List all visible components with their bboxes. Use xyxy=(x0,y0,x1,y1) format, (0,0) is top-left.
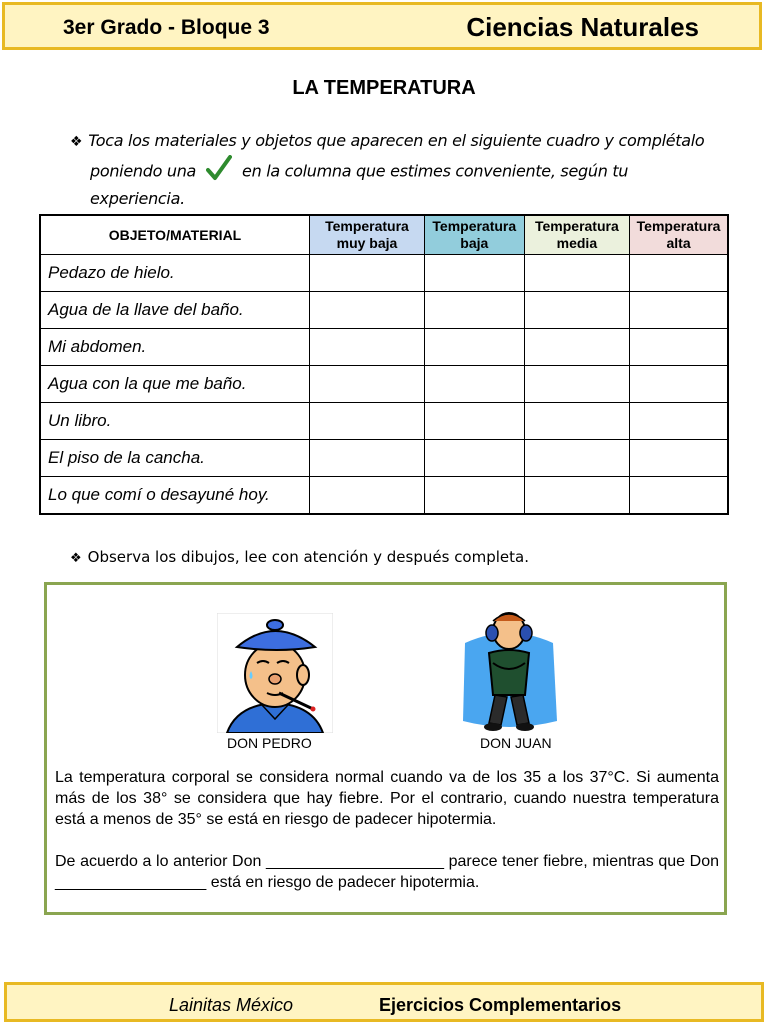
check-cell[interactable] xyxy=(424,255,524,292)
table-row xyxy=(40,477,728,515)
row-label: Un libro. xyxy=(40,403,310,440)
table-row xyxy=(40,329,728,366)
instruction-1-line1: Toca los materiales y objetos que aparecen en el siguiente cuadro y complétalo xyxy=(88,131,705,150)
footer-title: Ejercicios Complementarios xyxy=(379,995,622,1015)
check-cell[interactable] xyxy=(630,477,728,515)
checkmark-icon xyxy=(206,155,232,189)
check-cell[interactable] xyxy=(630,329,728,366)
row-label: Pedazo de hielo. xyxy=(40,255,310,292)
header-very-low: Temperatura muy baja xyxy=(310,215,425,255)
instruction-1-line3: experiencia. xyxy=(90,189,185,208)
check-cell[interactable] xyxy=(524,440,630,477)
table-header-row xyxy=(40,215,728,255)
check-cell[interactable] xyxy=(524,329,630,366)
check-cell[interactable] xyxy=(524,255,630,292)
bullet-icon: ❖ xyxy=(70,134,83,150)
table-row xyxy=(40,440,728,477)
check-cell[interactable] xyxy=(424,292,524,329)
caption-don-juan: DON JUAN xyxy=(480,735,552,751)
check-cell[interactable] xyxy=(524,366,630,403)
activity-box xyxy=(44,582,727,915)
check-cell[interactable] xyxy=(424,403,524,440)
temperature-table xyxy=(39,214,729,515)
table-row xyxy=(40,255,728,292)
header-medium: Temperatura media xyxy=(524,215,630,255)
row-label: Agua de la llave del baño. xyxy=(40,292,310,329)
check-cell[interactable] xyxy=(524,292,630,329)
check-cell[interactable] xyxy=(310,477,425,515)
fill-in-paragraph: De acuerdo a lo anterior Don ____________________ parece tener fiebre, mientras que Don _________________ está en riesgo de padecer hipotermia. xyxy=(55,853,719,891)
instruction-1-line2a: poniendo una xyxy=(90,161,197,181)
instruction-1 xyxy=(70,128,740,209)
check-cell[interactable] xyxy=(310,329,425,366)
footer-author: Lainitas México xyxy=(169,995,294,1015)
caption-don-pedro: DON PEDRO xyxy=(227,735,312,751)
check-cell[interactable] xyxy=(310,440,425,477)
check-cell[interactable] xyxy=(630,292,728,329)
header-low: Temperatura baja xyxy=(424,215,524,255)
header-object: OBJETO/MATERIAL xyxy=(40,215,310,255)
explanation-paragraph: La temperatura corporal se considera normal cuando va de los 35 a los 37°C. Si aumenta más de los 38° se considera que hay fiebre. Por el contrario, cuando nuestra temperatura está a menos de 35° se está en riesgo de padecer hipotermia. xyxy=(55,769,719,828)
header-high: Temperatura alta xyxy=(630,215,728,255)
check-cell[interactable] xyxy=(424,440,524,477)
table-row xyxy=(40,292,728,329)
sick-man-illustration xyxy=(217,613,333,733)
check-cell[interactable] xyxy=(424,477,524,515)
check-cell[interactable] xyxy=(310,255,425,292)
instruction-2 xyxy=(70,548,529,566)
check-cell[interactable] xyxy=(310,366,425,403)
header-bar xyxy=(2,2,762,50)
check-cell[interactable] xyxy=(630,366,728,403)
row-label: El piso de la cancha. xyxy=(40,440,310,477)
check-cell[interactable] xyxy=(524,477,630,515)
check-cell[interactable] xyxy=(424,329,524,366)
check-cell[interactable] xyxy=(424,366,524,403)
check-cell[interactable] xyxy=(630,403,728,440)
check-cell[interactable] xyxy=(524,403,630,440)
bullet-icon: ❖ xyxy=(70,551,82,566)
row-label: Lo que comí o desayuné hoy. xyxy=(40,477,310,515)
cold-man-illustration xyxy=(459,603,559,735)
table-row xyxy=(40,366,728,403)
check-cell[interactable] xyxy=(310,292,425,329)
instruction-2-text: Observa los dibujos, lee con atención y después completa. xyxy=(87,548,529,566)
table-row xyxy=(40,403,728,440)
check-cell[interactable] xyxy=(630,440,728,477)
check-cell[interactable] xyxy=(630,255,728,292)
footer-bar xyxy=(4,982,764,1022)
row-label: Agua con la que me baño. xyxy=(40,366,310,403)
grade-label: 3er Grado - Bloque 3 xyxy=(63,16,270,39)
instruction-1-line2b: en la columna que estimes conveniente, según tu xyxy=(242,161,629,181)
check-cell[interactable] xyxy=(310,403,425,440)
subject-label: Ciencias Naturales xyxy=(466,12,699,42)
page-title: LA TEMPERATURA xyxy=(292,77,476,99)
row-label: Mi abdomen. xyxy=(40,329,310,366)
